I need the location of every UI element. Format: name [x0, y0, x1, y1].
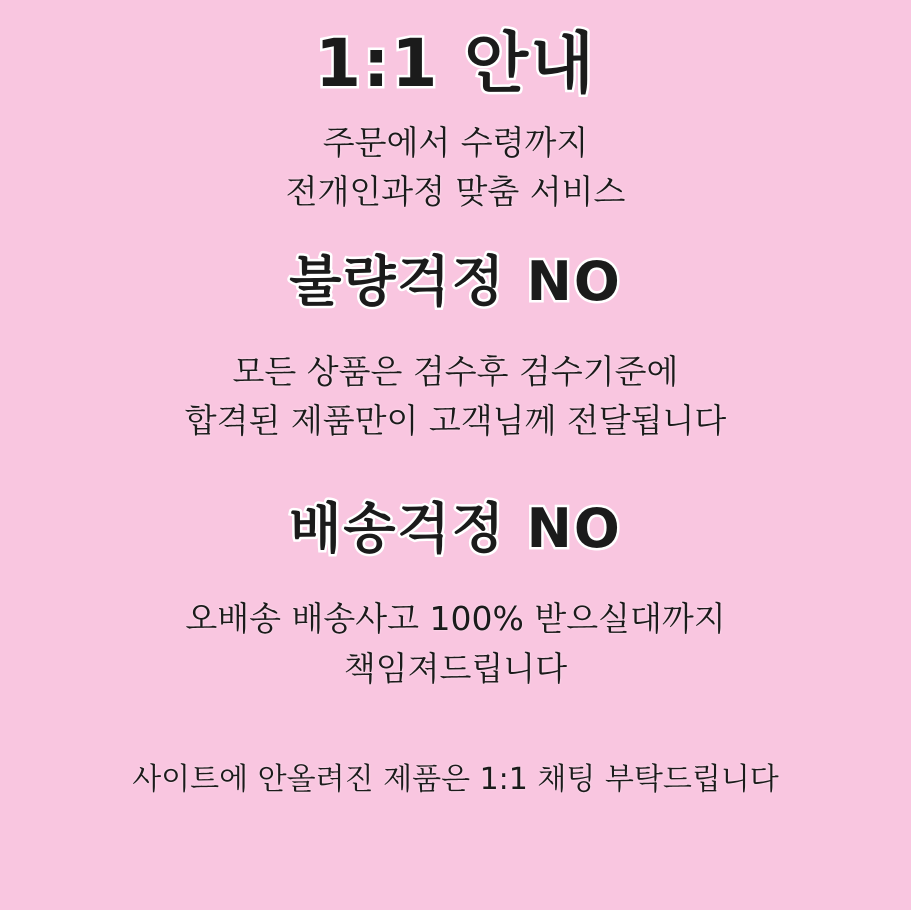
delivery-line-1: 오배송 배송사고 100% 받으실대까지	[185, 599, 726, 639]
intro-line-1: 주문에서 수령까지	[322, 122, 589, 162]
intro-text	[0, 118, 911, 217]
quality-line-2: 합격된 제품만이 고객님께 전달됩니다	[184, 401, 727, 441]
footer-note: 사이트에 안올려진 제품은 1:1 채팅 부탁드립니다	[132, 762, 779, 798]
quality-line-1: 모든 상품은 검수후 검수기준에	[232, 351, 679, 391]
delivery-section-text	[0, 594, 911, 693]
delivery-section-heading: 배송걱정 NO	[289, 496, 622, 560]
quality-section-heading: 불량걱정 NO	[289, 249, 622, 313]
quality-section-text	[0, 347, 911, 446]
intro-line-2: 전개인과정 맞춤 서비스	[285, 172, 626, 212]
page-title: 1:1 안내	[315, 25, 596, 102]
delivery-line-2: 책임져드립니다	[343, 648, 568, 688]
